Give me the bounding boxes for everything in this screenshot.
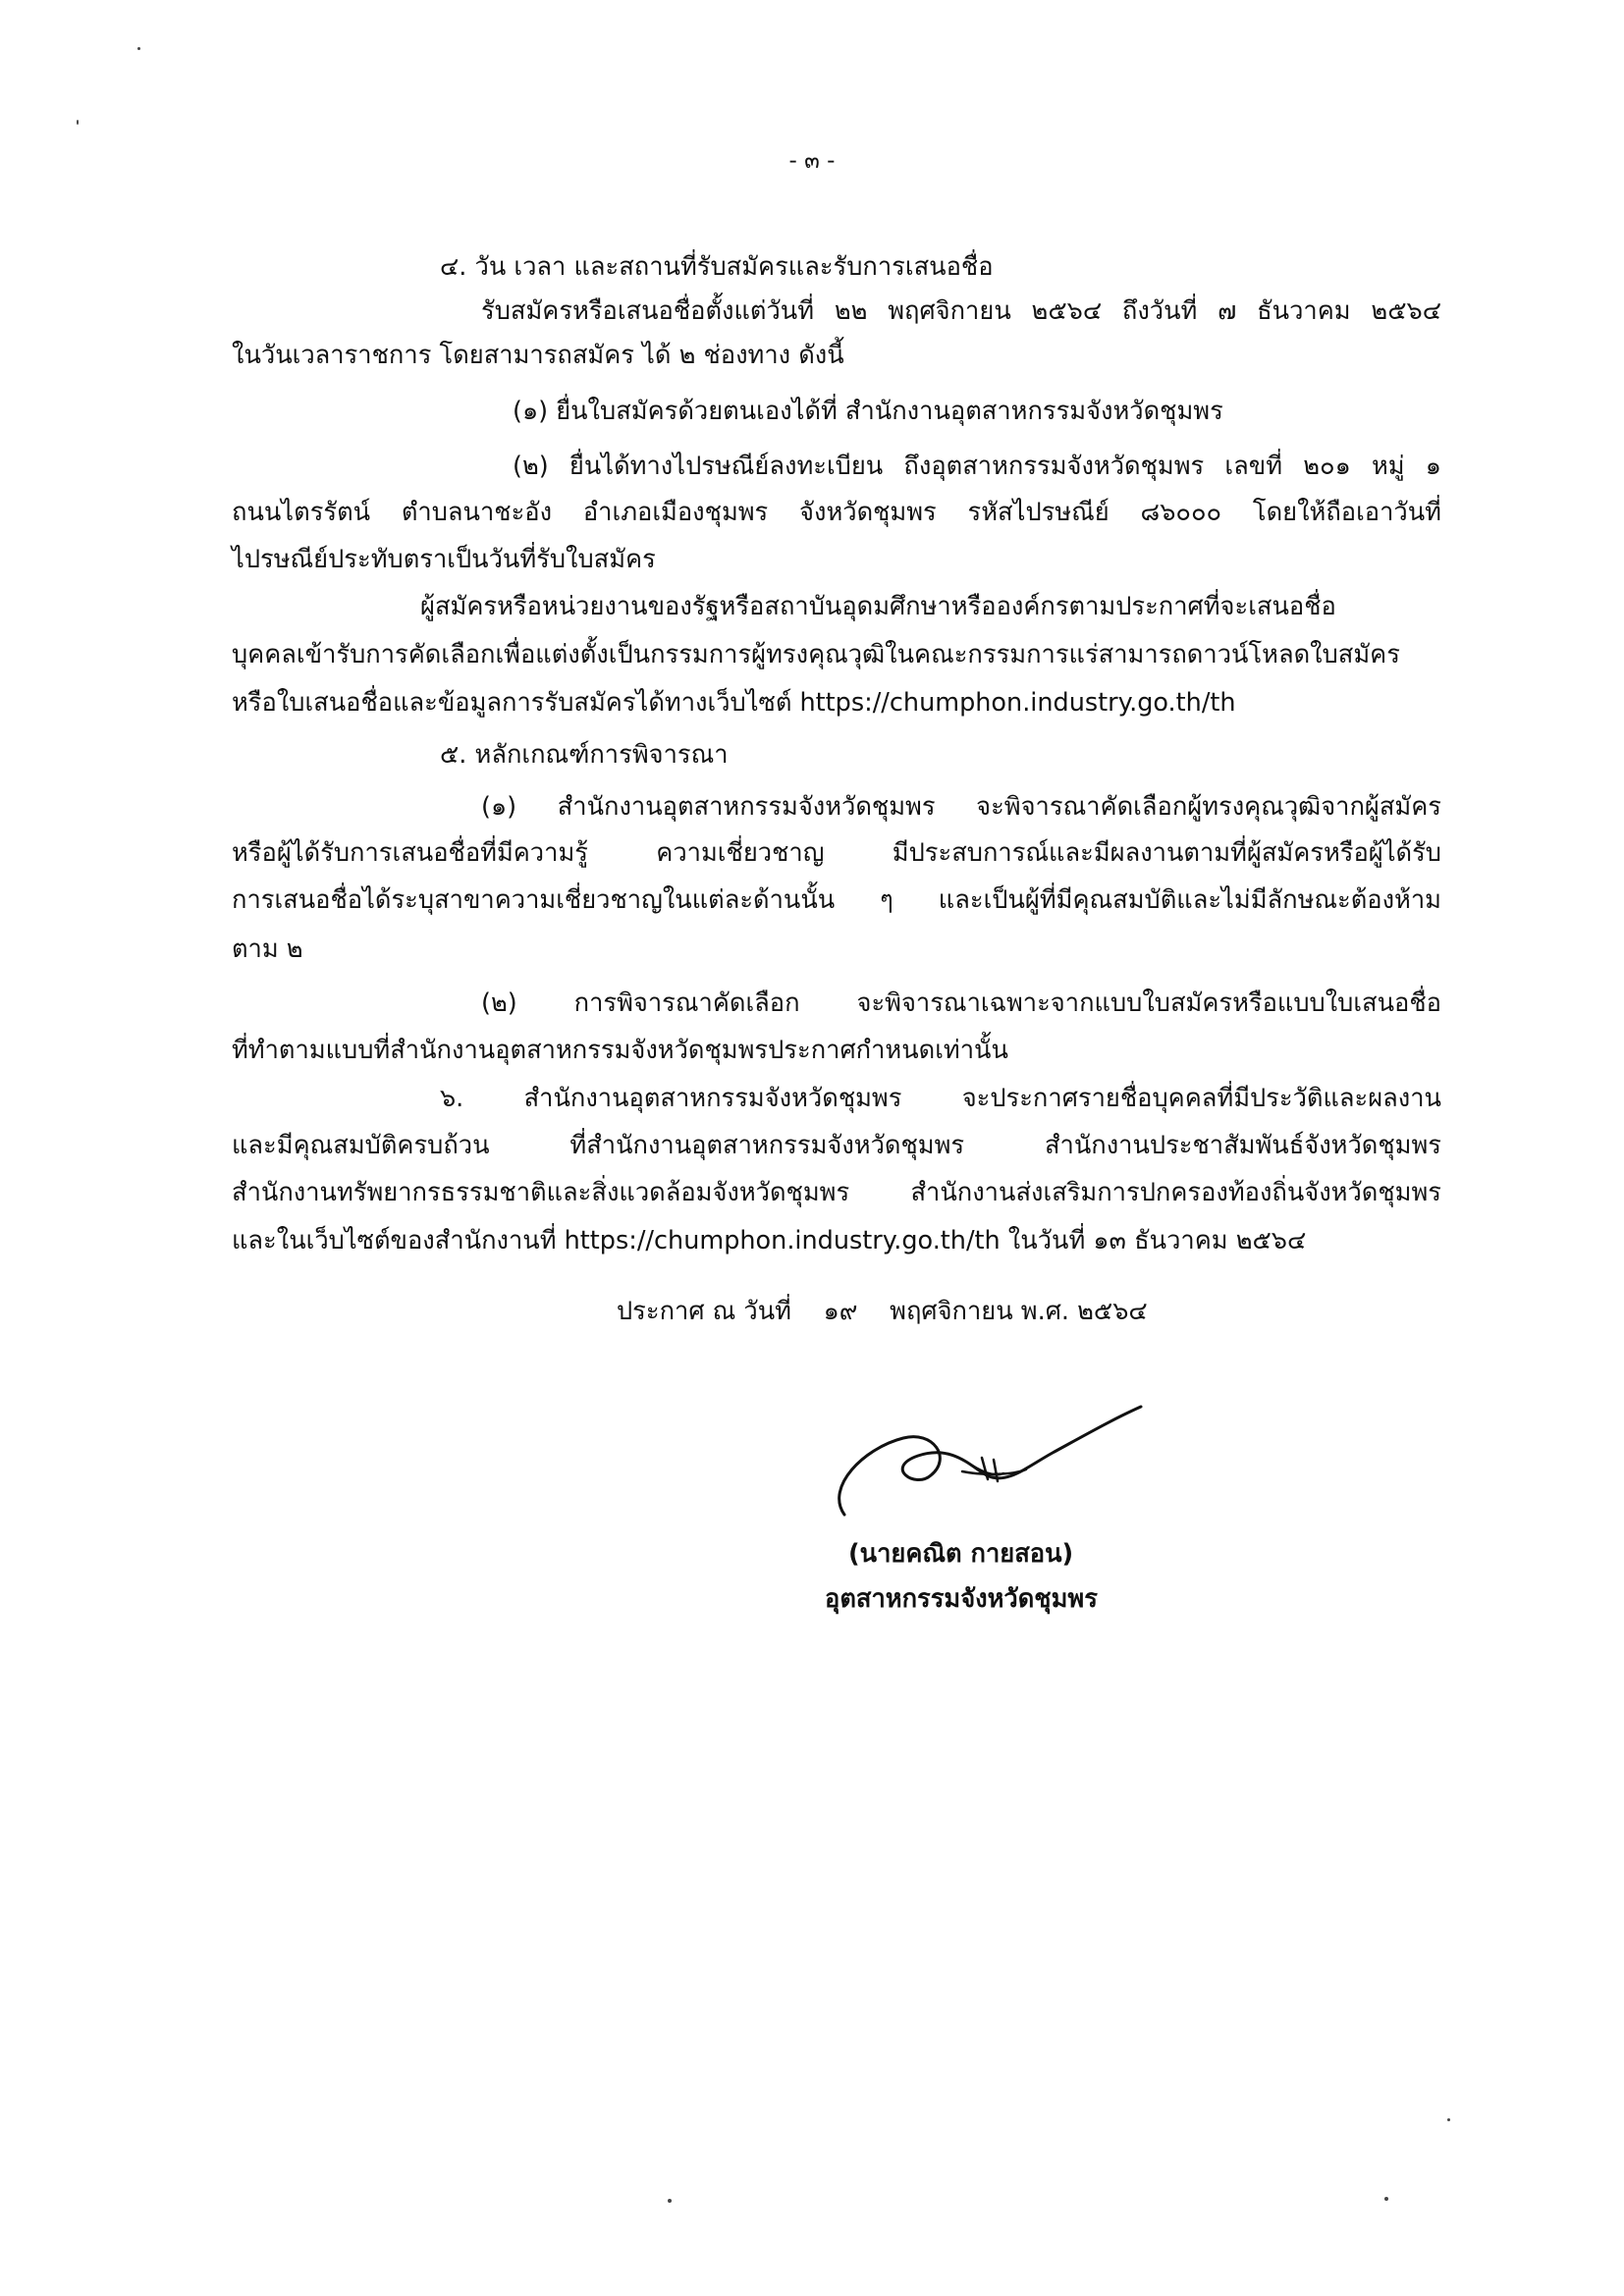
handwritten-signature bbox=[825, 1399, 1149, 1526]
paragraph-line: และมีคุณสมบัติครบถ้วน ที่สำนักงานอุตสาหกรรมจังหวัดชุมพร สำนักงานประชาสัมพันธ์จังหวัดชุมพร bbox=[232, 1131, 1441, 1160]
section-6-heading: ๖. สำนักงานอุตสาหกรรมจังหวัดชุมพร จะประกาศรายชื่อบุคคลที่มีประวัติและผลงาน bbox=[440, 1084, 1441, 1113]
announcement-prefix: ประกาศ ณ วันที่ bbox=[617, 1297, 791, 1326]
announcement-day: ๑๙ bbox=[823, 1297, 858, 1326]
scan-speck bbox=[1384, 2197, 1388, 2201]
announcement-month-year: พฤศจิกายน พ.ศ. ๒๕๖๔ bbox=[890, 1297, 1148, 1326]
website-line: หรือใบเสนอชื่อและข้อมูลการรับสมัครได้ทางเว็บไซต์ https://chumphon.industry.go.th/th bbox=[232, 688, 1236, 718]
criteria-item-1: (๑) สำนักงานอุตสาหกรรมจังหวัดชุมพร จะพิจารณาคัดเลือกผู้ทรงคุณวุฒิจากผู้สมัคร bbox=[481, 792, 1441, 822]
list-item-1: (๑) ยื่นใบสมัครด้วยตนเองได้ที่ สำนักงานอุตสาหกรรมจังหวัดชุมพร bbox=[513, 397, 1223, 426]
scan-speck bbox=[137, 47, 140, 50]
paragraph-line: บุคคลเข้ารับการคัดเลือกเพื่อแต่งตั้งเป็นกรรมการผู้ทรงคุณวุฒิในคณะกรรมการแร่สามารถดาวน์โหลดใบสมัคร bbox=[232, 640, 1400, 669]
scan-speck bbox=[77, 120, 79, 125]
criteria-item-2: (๒) การพิจารณาคัดเลือก จะพิจารณาเฉพาะจากแบบใบสมัครหรือแบบใบเสนอชื่อ bbox=[481, 988, 1441, 1018]
paragraph-line: ที่ทำตามแบบที่สำนักงานอุตสาหกรรมจังหวัดชุมพรประกาศกำหนดเท่านั้น bbox=[232, 1036, 1008, 1065]
scan-speck bbox=[668, 2199, 672, 2203]
section-4-heading: ๔. วัน เวลา และสถานที่รับสมัครและรับการเสนอชื่อ bbox=[440, 252, 994, 282]
paragraph-line: สำนักงานทรัพยากรธรรมชาติและสิ่งแวดล้อมจังหวัดชุมพร สำนักงานส่งเสริมการปกครองท้องถิ่นจังหวัดชุมพร bbox=[232, 1178, 1441, 1207]
section-5-heading: ๕. หลักเกณฑ์การพิจารณา bbox=[440, 740, 729, 770]
paragraph-line: ไปรษณีย์ประทับตราเป็นวันที่รับใบสมัคร bbox=[232, 545, 656, 574]
scan-speck bbox=[1447, 2118, 1450, 2121]
paragraph-line: หรือผู้ได้รับการเสนอชื่อที่มีความรู้ ความเชี่ยวชาญ มีประสบการณ์และมีผลงานตามที่ผู้สมัครหรือผู้ได้รับ bbox=[232, 838, 1441, 868]
paragraph-line: ถนนไตรรัตน์ ตำบลนาชะอัง อำเภอเมืองชุมพร จังหวัดชุมพร รหัสไปรษณีย์ ๘๖๐๐๐ โดยให้ถือเอาวันที่ bbox=[232, 498, 1441, 527]
paragraph-line: ผู้สมัครหรือหน่วยงานของรัฐหรือสถาบันอุดมศึกษาหรือองค์กรตามประกาศที่จะเสนอชื่อ bbox=[420, 592, 1336, 621]
website-line: และในเว็บไซต์ของสำนักงานที่ https://chumphon.industry.go.th/th ในวันที่ ๑๓ ธันวาคม ๒๕๖๔ bbox=[232, 1226, 1307, 1255]
paragraph-line: รับสมัครหรือเสนอชื่อตั้งแต่วันที่ ๒๒ พฤศจิกายน ๒๕๖๔ ถึงวันที่ ๗ ธันวาคม ๒๕๖๔ bbox=[481, 296, 1441, 326]
paragraph-line: ตาม ๒ bbox=[232, 934, 303, 964]
announcement-date bbox=[617, 1293, 1148, 1330]
signer-name: (นายคณิต กายสอน) bbox=[848, 1539, 1074, 1569]
paragraph-line: ในวันเวลาราชการ โดยสามารถสมัคร ได้ ๒ ช่องทาง ดังนี้ bbox=[232, 341, 844, 370]
paragraph-line: การเสนอชื่อได้ระบุสาขาความเชี่ยวชาญในแต่ละด้านนั้น ๆ และเป็นผู้ที่มีคุณสมบัติและไม่มีลักษณะต้องห้าม bbox=[232, 885, 1441, 915]
signer-title: อุตสาหกรรมจังหวัดชุมพร bbox=[825, 1584, 1098, 1614]
page-number: - ๓ - bbox=[788, 148, 836, 174]
list-item-2: (๒) ยื่นได้ทางไปรษณีย์ลงทะเบียน ถึงอุตสาหกรรมจังหวัดชุมพร เลขที่ ๒๐๑ หมู่ ๑ bbox=[513, 452, 1441, 481]
